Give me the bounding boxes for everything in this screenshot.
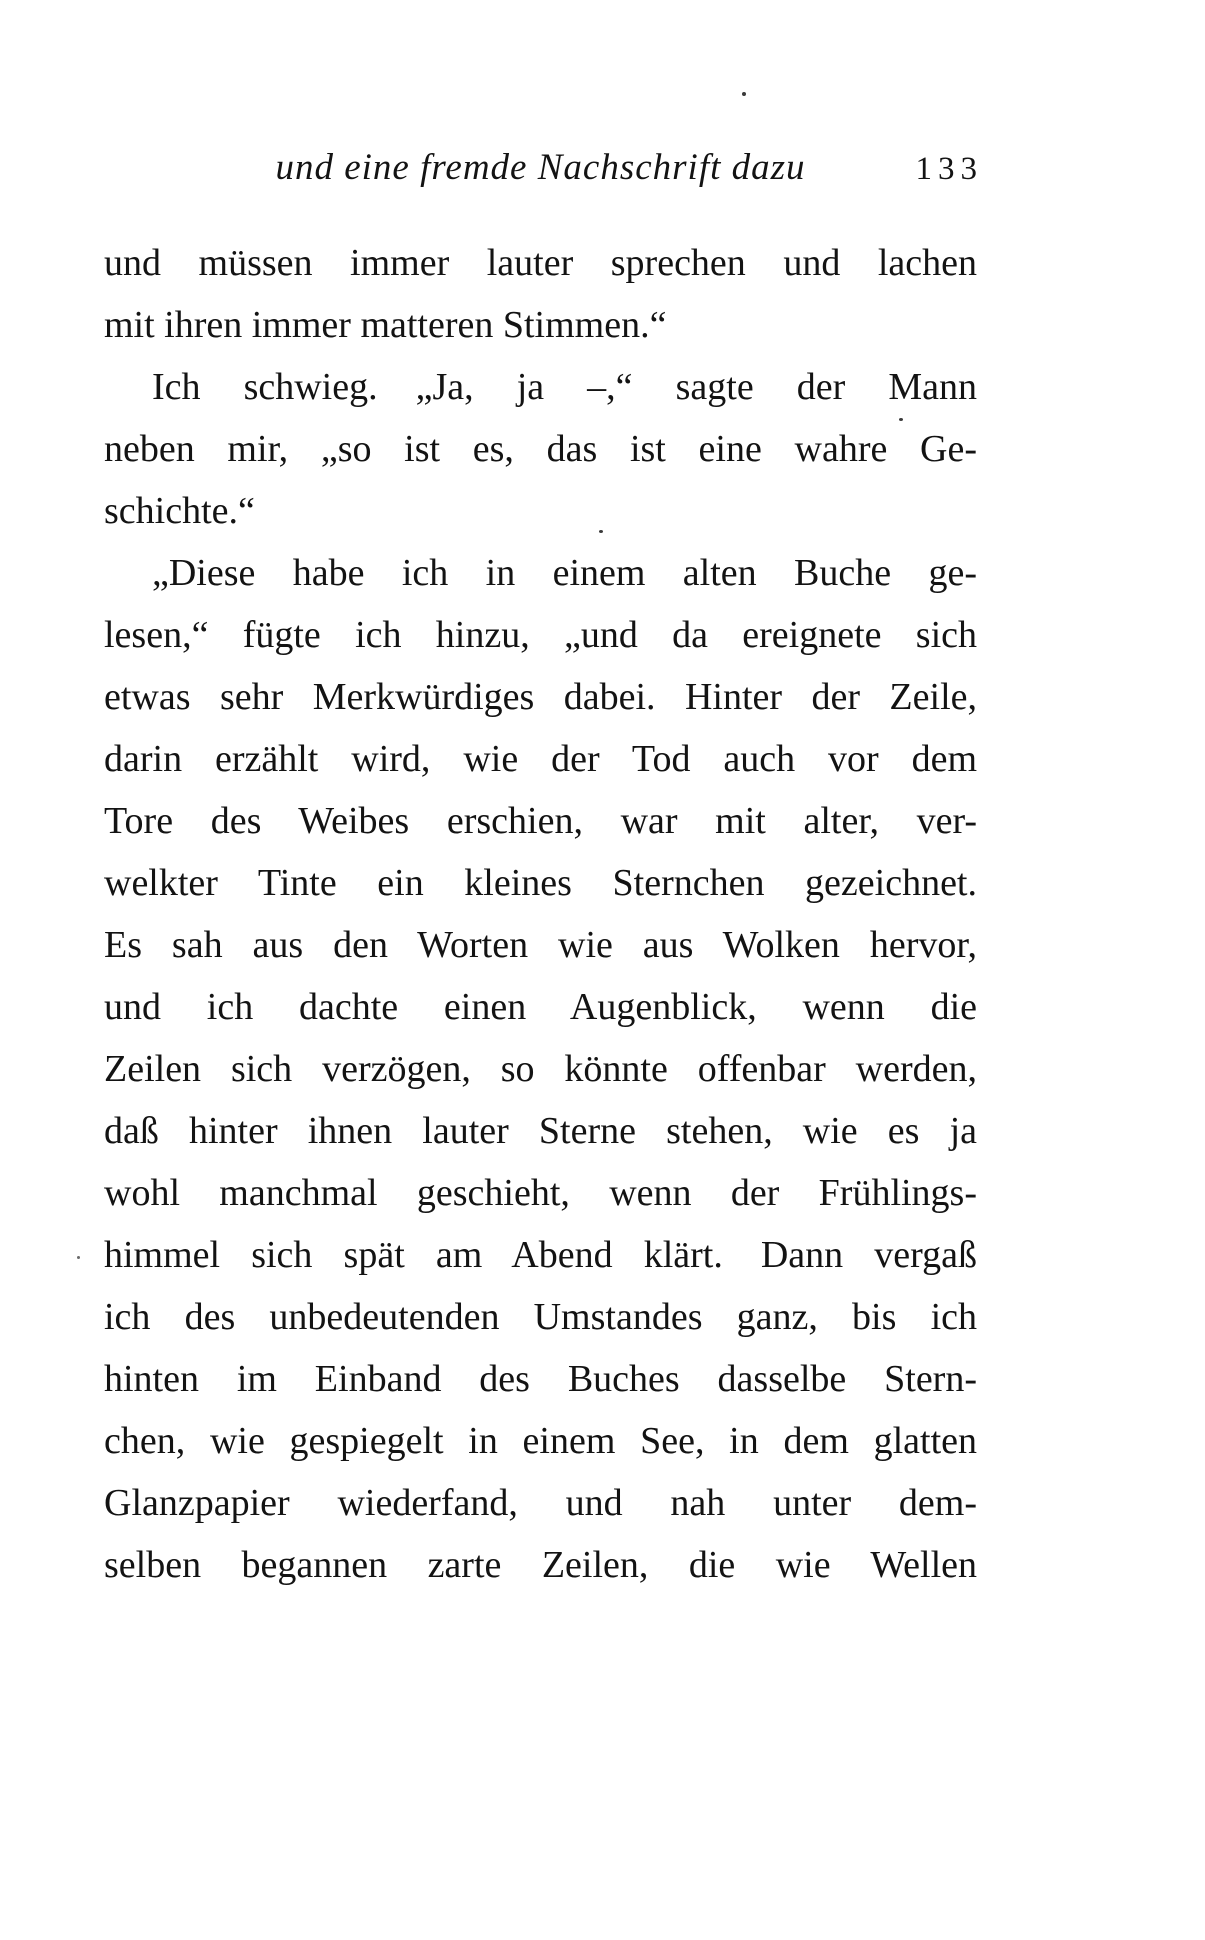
scan-speck [599,530,603,533]
scan-speck [742,92,746,96]
text-line: mit ihren immer matteren Stimmen.“ [104,304,667,346]
body-text [104,232,977,1596]
text-line: „Diese habe ich in einem alten Buche ge- [152,552,977,594]
text-line: und müssen immer lauter sprechen und lachen [104,242,977,284]
text-line: welkter Tinte ein kleines Sternchen gezeichnet. [104,862,977,904]
text-line: Es sah aus den Worten wie aus Wolken hervor, [104,924,977,966]
running-header-title: und eine fremde Nachschrift dazu [275,147,806,188]
scan-speck [899,418,903,421]
running-header [104,146,983,198]
text-line: lesen,“ fügte ich hinzu, „und da ereignete sich [104,614,977,656]
text-line: und ich dachte einen Augenblick, wenn die [104,986,977,1028]
text-line: himmel sich spät am Abend klärt. Dann vergaß [104,1234,977,1276]
text-line: Glanzpapier wiederfand, und nah unter dem- [104,1482,977,1524]
text-line: ich des unbedeutenden Umstandes ganz, bis ich [104,1296,977,1338]
text-line: Zeilen sich verzögen, so könnte offenbar werden, [104,1048,977,1090]
text-line: selben begannen zarte Zeilen, die wie Wellen [104,1544,977,1586]
text-line: daß hinter ihnen lauter Sterne stehen, wie es ja [104,1110,977,1152]
text-line: wohl manchmal geschieht, wenn der Frühlings- [104,1172,977,1214]
text-line: Tore des Weibes erschien, war mit alter, ver- [104,800,977,842]
text-line: neben mir, „so ist es, das ist eine wahre Ge- [104,428,977,470]
page-number: 133 [915,151,983,187]
text-line: darin erzählt wird, wie der Tod auch vor dem [104,738,977,780]
text-line: Ich schwieg. „Ja, ja –,“ sagte der Mann [152,366,977,408]
scan-speck [77,1256,80,1259]
text-line: schichte.“ [104,490,255,532]
text-line: chen, wie gespiegelt in einem See, in dem glatten [104,1420,977,1462]
text-line: hinten im Einband des Buches dasselbe Stern- [104,1358,977,1400]
text-line: etwas sehr Merkwürdiges dabei. Hinter der Zeile, [104,676,977,718]
